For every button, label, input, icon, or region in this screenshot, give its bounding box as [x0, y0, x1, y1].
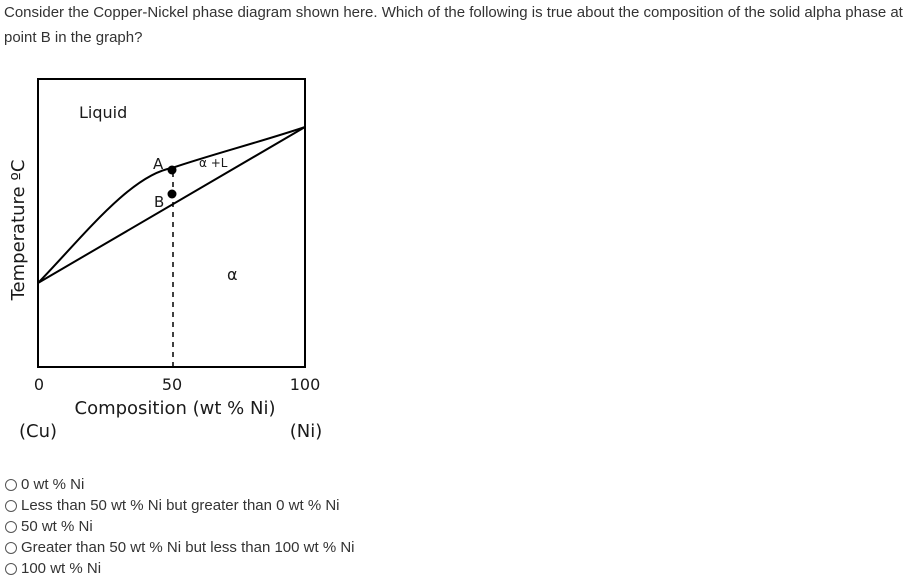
radio-button[interactable]	[5, 563, 17, 575]
option-100-percent[interactable]	[5, 558, 355, 579]
option-less-than-50[interactable]	[5, 495, 355, 516]
radio-button[interactable]	[5, 542, 17, 554]
point-b-label: B	[154, 193, 165, 211]
point-a-label: A	[153, 155, 164, 173]
alpha-liquid-region-label: α +L	[199, 156, 228, 170]
answer-options	[5, 474, 355, 579]
x-tick-50: 50	[161, 375, 183, 394]
option-label: 100 wt % Ni	[21, 560, 102, 577]
radio-button[interactable]	[5, 479, 17, 491]
option-50-percent[interactable]	[5, 516, 355, 537]
option-0-percent[interactable]	[5, 474, 355, 495]
nickel-label: (Ni)	[289, 421, 323, 442]
plot-frame	[38, 79, 305, 367]
option-label: Greater than 50 wt % Ni but less than 100 wt % Ni	[21, 539, 355, 556]
copper-label: (Cu)	[18, 421, 58, 442]
x-tick-0: 0	[33, 375, 45, 394]
option-label: 0 wt % Ni	[21, 476, 85, 493]
alpha-region-label: α	[227, 265, 238, 284]
y-axis-label: Temperature ºC	[8, 159, 29, 301]
radio-button[interactable]	[5, 500, 17, 512]
liquid-region-label: Liquid	[79, 103, 128, 122]
point-b-marker	[168, 190, 177, 199]
point-a-marker	[168, 166, 177, 175]
question-text: Consider the Copper-Nickel phase diagram shown here. Which of the following is true about the composition of the solid alpha phase at point B in the graph?	[4, 4, 903, 46]
x-tick-100: 100	[289, 375, 321, 394]
radio-button[interactable]	[5, 521, 17, 533]
x-axis-label: Composition (wt % Ni)	[74, 398, 276, 419]
solidus-line	[38, 127, 305, 283]
option-greater-than-50[interactable]	[5, 537, 355, 558]
option-label: Less than 50 wt % Ni but greater than 0 wt % Ni	[21, 497, 340, 514]
option-label: 50 wt % Ni	[21, 518, 93, 535]
